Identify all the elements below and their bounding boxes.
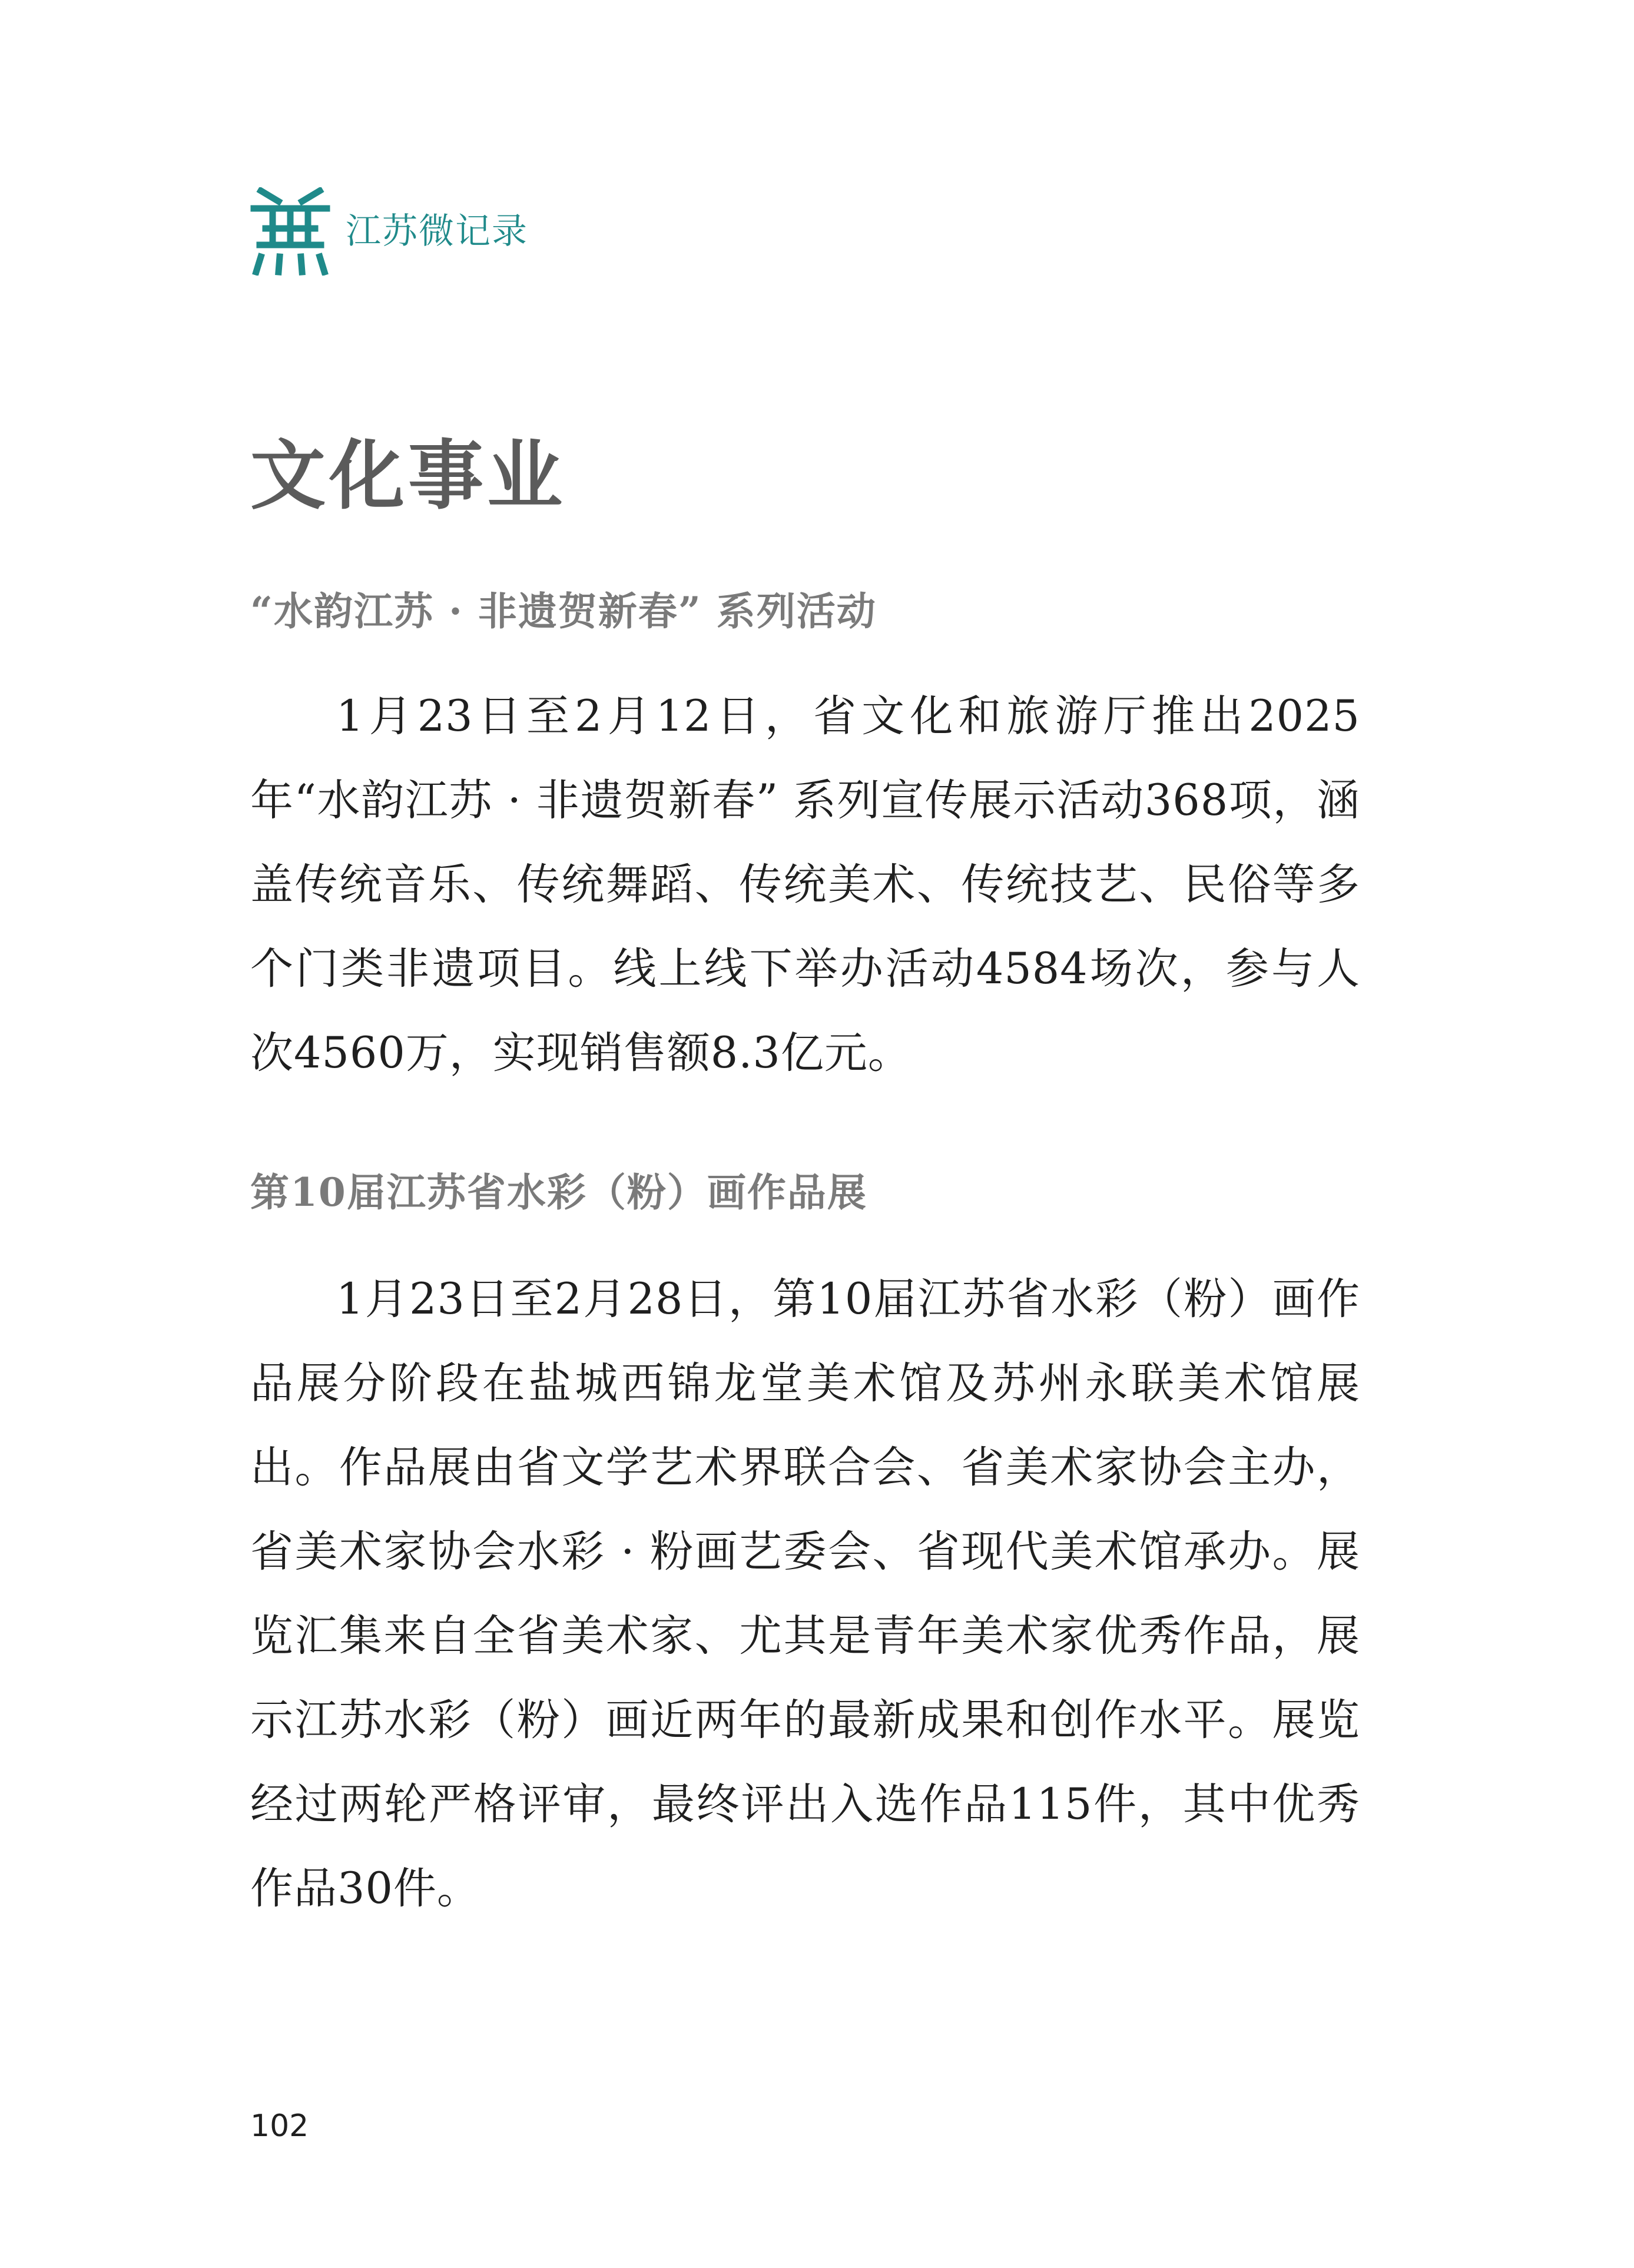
page-number: 102	[250, 2108, 309, 2144]
article-body: 1月23日至2月28日，第10届江苏省水彩（粉）画作品展分阶段在盐城西锦龙堂美术馆及苏州永联美术馆展出。作品展由省文学艺术界联合会、省美术家协会主办，省美术家协会水彩 · 粉画艺委会、省现代美术馆承办。展览汇集来自全省美术家、尤其是青年美术家优秀作品，展示江苏水彩（粉）画近两年的最新成果和创作水平。展览经过两轮严格评审，最终评出入选作品115件，其中优秀作品30件。	[250, 1274, 1360, 1914]
article-heading: 第10届江苏省水彩（粉）画作品展	[250, 1169, 867, 1215]
article-body: 1月23日至2月12日，省文化和旅游厅推出2025年“水韵江苏 · 非遗贺新春” 系列宣传展示活动368项，涵盖传统音乐、传统舞蹈、传统美术、传统技艺、民俗等多个门类非遗项目。线上线下举办活动4584场次，参与人次4560万，实现销售额8.3亿元。	[250, 691, 1360, 1078]
section-title: 文化事业	[250, 432, 566, 520]
jiangsu-emblem-icon	[250, 187, 330, 276]
series-title: 江苏微记录	[346, 211, 528, 252]
page-header	[250, 187, 528, 276]
article-heading: “水韵江苏 · 非遗贺新春” 系列活动	[250, 588, 877, 634]
